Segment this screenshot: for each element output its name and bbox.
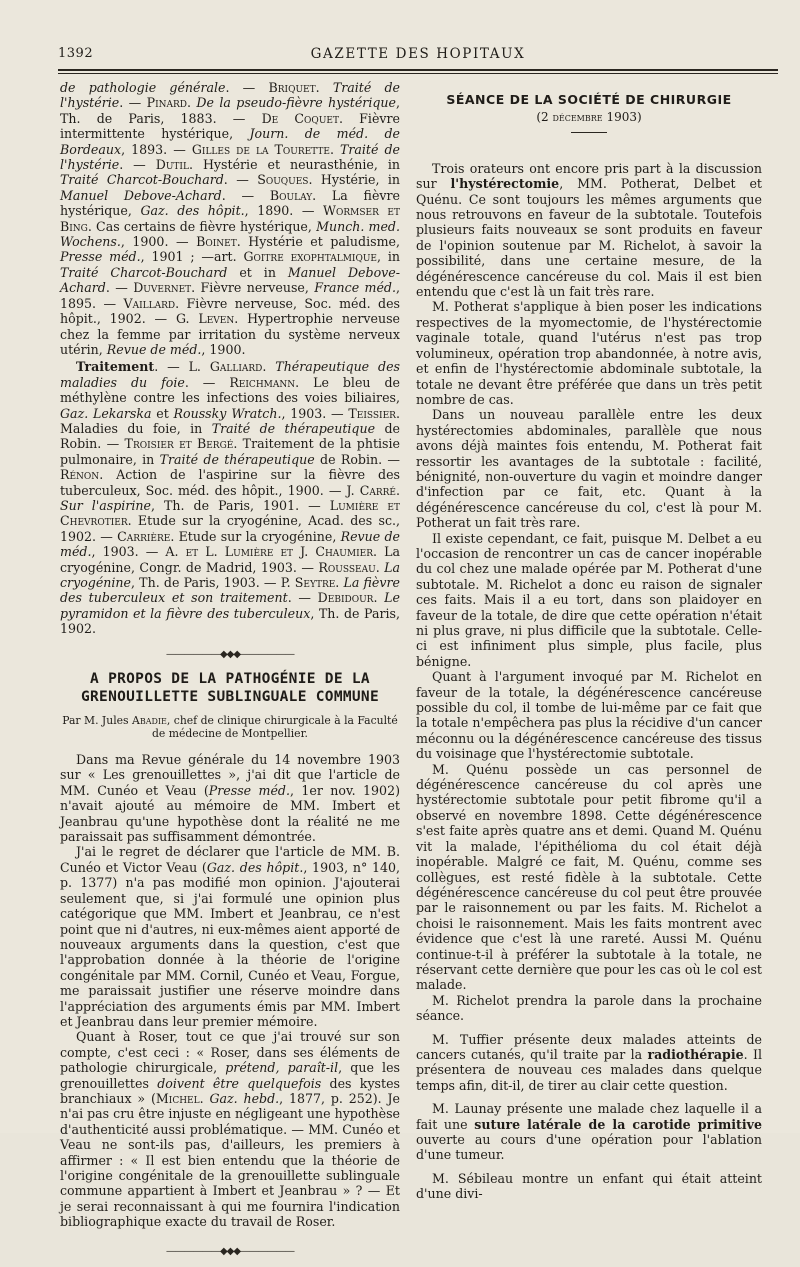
left-column [60, 80, 400, 1267]
bibliography-pathology: de pathologie générale. — Briquet. Traité de l'hystérie. — Pinard. De la pseudo-fièvre hystérique, Th. de Paris, 1883. — De Coquet. Fièvre intermittente hystérique, Journ. de méd. de Bordeaux, 1893. — Gilles de la Tourette. Traité de l'hystérie. — Dutil. Hystérie et neurasthénie, in Traité Charcot-Bouchard. — Souques. Hystérie, in Manuel Debove-Achard. — Boulay. La fièvre hystérique, Gaz. des hôpit., 1890. — Wormser et Bing. Cas certains de fièvre hystérique, Munch. med. Wochens., 1900. — Boinet. Hystérie et paludisme, Presse méd., 1901 ; —art. Goitre exophtalmique, in Traité Charcot-Bouchard et in Manuel Debove-Achard. — Duvernet. Fièvre nerveuse, France méd., 1895. — Vaillard. Fièvre nerveuse, Soc. méd. des hôpit., 1902. — G. Leven. Hypertrophie nerveuse chez la femme par irritation du système nerveux utérin, Revue de méd., 1900. [60, 80, 401, 357]
article-paragraph: J'ai le regret de déclarer que l'article de MM. B. Cunéo et Victor Veau (Gaz. des hôpit., 1903, n° 140, p. 1377) n'a pas modifié mon opinion. J'ajouterai seulement que, si j'ai formulé une opinion plus catégorique que MM. Imbert et Jeanbrau, ce n'est point que ni d'autres, ni eux-mêmes aient apporté de nouveaux arguments dans la question, c'est que l'approbation donnée à la théorie de l'origine congénitale par MM. Cornil, Cunéo et Veau, Forgue, me paraissait justifier une réserve moindre dans l'appréciation des arguments émis par MM. Imbert et Jeanbrau dans leur premier mémoire. [60, 844, 400, 1029]
article-paragraph: Dans ma Revue générale du 14 novembre 1903 sur « Les grenouillettes », j'ai dit que l'article de MM. Cunéo et Veau (Presse méd., 1er nov. 1902) n'avait ajouté au mémoire de MM. Imbert et Jeanbrau qu'une hypothèse dont la réalité ne me paraissait pas suffisamment démontrée. [60, 752, 400, 845]
article-byline: Par M. Jules Abadie, chef de clinique chirurgicale à la Faculté de médecine de Montpellier. [62, 714, 398, 741]
report-paragraph: M. Sébileau montre un enfant qui était atteint d'une divi- [416, 1170, 762, 1202]
report-paragraph: M. Launay présente une malade chez laquelle il a fait une suture latérale de la carotide primitive ouverte au cours d'une opération pour l'ablation d'une tumeur. [416, 1101, 762, 1163]
right-column [416, 80, 762, 1202]
article-paragraph: Quant à Roser, tout ce que j'ai trouvé sur son compte, c'est ceci : « Roser, dans ses éléments de pathologie chirurgicale, prétend, paraît-il, que les grenouillettes doivent être quelquefois des kystes branchiaux » (Michel. Gaz. hebd., 1877, p. 252). Je n'ai pas cru être injuste en négligeant une hypothèse d'authenticité aussi problématique. — MM. Cunéo et Veau ne sont-ils pas, d'ailleurs, les premiers à affirmer : « Il est bien entendu que la théorie de l'origine congénitale de la grenouillette sublinguale commune appartient à Imbert et Jeanbrau » ? — Et je serai reconnaissant à qui me fournira l'indication bibliographique exacte du travail de Roser. [60, 1029, 400, 1230]
section-short-rule [571, 132, 607, 133]
header-rule-thin [58, 73, 778, 74]
section-ornament-divider: ——————◆◆◆—————— [165, 648, 295, 660]
article-title: A PROPOS DE LA PATHOGÉNIE DE LA GRENOUILLETTE SUBLINGUALE COMMUNE [81, 671, 379, 706]
section-title: SÉANCE DE LA SOCIÉTÉ DE CHIRURGIE [446, 92, 732, 107]
report-paragraph: M. Tuffier présente deux malades atteints de cancers cutanés, qu'il traite par la radiothérapie. Il présentera de nouveau ces malades dans quelque temps afin, dit-il, de tirer au clair cette question. [416, 1031, 762, 1093]
report-paragraph: Quant à l'argument invoqué par M. Richelot en faveur de la totale, la dégénérescence cancéreuse possible du col, il tombe de lui-même par ce fait que la totale n'empêchera pas plus la récidive d'un cancer méconnu ou la dégénérescence cancéreuse des tissus du voisinage que l'hystérectomie subtotale. [416, 669, 762, 762]
report-paragraph: Dans un nouveau parallèle entre les deux hystérectomies abdominales, parallèle que nous avons déjà maintes fois entendu, M. Potherat fait ressortir les avantages de la subtotale : facilité, bénignité, non-ouverture du vagin et moindre danger d'infection par ce fait, etc. Quant à la dégénérescence cancéreuse du col, c'est là pour M. Potherat un fait très rare. [416, 407, 762, 531]
report-paragraph: Il existe cependant, ce fait, puisque M. Delbet a eu l'occasion de rencontrer un cas de cancer inopérable du col chez une malade opérée par M. Potherat d'une subtotale. M. Richelot a donc eu raison de signaler ces faits. Mais il a eu tort, dans son plaidoyer en faveur de la totale, de dire que cette opération n'était ni plus grave, ni plus difficile que la subtotale. Celle-ci est infiniment plus simple, plus facile, plus bénigne. [416, 530, 762, 669]
section-date: (2 décembre 1903) [536, 110, 642, 125]
report-paragraph: M. Quénu possède un cas personnel de dégénérescence cancéreuse du col après une hystérectomie subtotale pour petit fibrome qu'il a observé en novembre 1898. Cette dégénérescence s'est faite après quatre ans et demi. Quand M. Quénu vit la malade, l'épithélioma du col était déjà inopérable. Malgré ce fait, M. Quénu, comme ses collègues, est resté fidèle à la subtotale. Cette dégénérescence cancéreuse du col peut être prouvée par le raisonnement ou par les faits. M. Richelot a choisi le raisonnement. Mais les faits montrent avec évidence que c'est là une rareté. Aussi M. Quénu continue-t-il à préférer la subtotale à la totale, ne réservant cette dernière que pour les cas où le col est malade. [416, 761, 762, 993]
bibliography-treatment: Traitement. — L. Galliard. Thérapeutique des maladies du foie. — Reichmann. Le bleu de méthylène contre les infections des voies biliaires, Gaz. Lekarska et Rousskу Wratch., 1903. — Teissier. Maladies du foie, in Traité de thérapeutique de Robin. — Troisier et Bergé. Traitement de la phtisie pulmonaire, in Traité de thérapeutique de Robin. — Rénon. Action de l'aspirine sur la fièvre des tuberculeux, Soc. méd. des hôpit., 1900. — J. Carré. Sur l'aspirine, Th. de Paris, 1901. — Lumière et Chevrotier. Etude sur la cryogénine, Acad. des sc., 1902. — Carrière. Etude sur la cryogénine, Revue de méd., 1903. — A. et L. Lumière et J. Chaumier. La cryogénine, Congr. de Madrid, 1903. — Rousseau. La cryogénine, Th. de Paris, 1903. — P. Seytre. La fièvre des tuberculeux et son traitement. — Debidour. Le pyramidon et la fièvre des tuberculeux, Th. de Paris, 1902. [60, 359, 401, 637]
header-rule-thick [58, 69, 778, 71]
report-paragraph: M. Potherat s'applique à bien poser les indications respectives de la myomectomie, de l'hystérectomie vaginale totale, quand l'utérus n'est pas trop volumineux, opération trop abandonnée, à notre avis, et enfin de l'hystérectomie abdominale subtotale, la totale ne devant être préférée que dans un très petit nombre de cas. [416, 299, 762, 407]
page-header [58, 44, 778, 66]
report-paragraph: Trois orateurs ont encore pris part à la discussion sur l'hystérectomie, MM. Potherat, Delbet et Quénu. Ce sont toujours les mêmes arguments que nous retrouvons en faveur de la subtotale. Toutefois plusieurs faits nouveaux se sont produits en faveur de l'opinion soutenue par M. Richelot, à savoir la possibilité, dans une certaine mesure, de la dégénérescence cancéreuse du col. Mais il est bien entendu que c'est là un fait très rare. [416, 160, 762, 300]
page-number: 1392 [58, 46, 94, 61]
end-ornament-divider: ——————◆◆◆—————— [165, 1245, 295, 1257]
journal-title: GAZETTE DES HOPITAUX [310, 46, 526, 62]
report-paragraph: M. Richelot prendra la parole dans la prochaine séance. [416, 992, 762, 1024]
